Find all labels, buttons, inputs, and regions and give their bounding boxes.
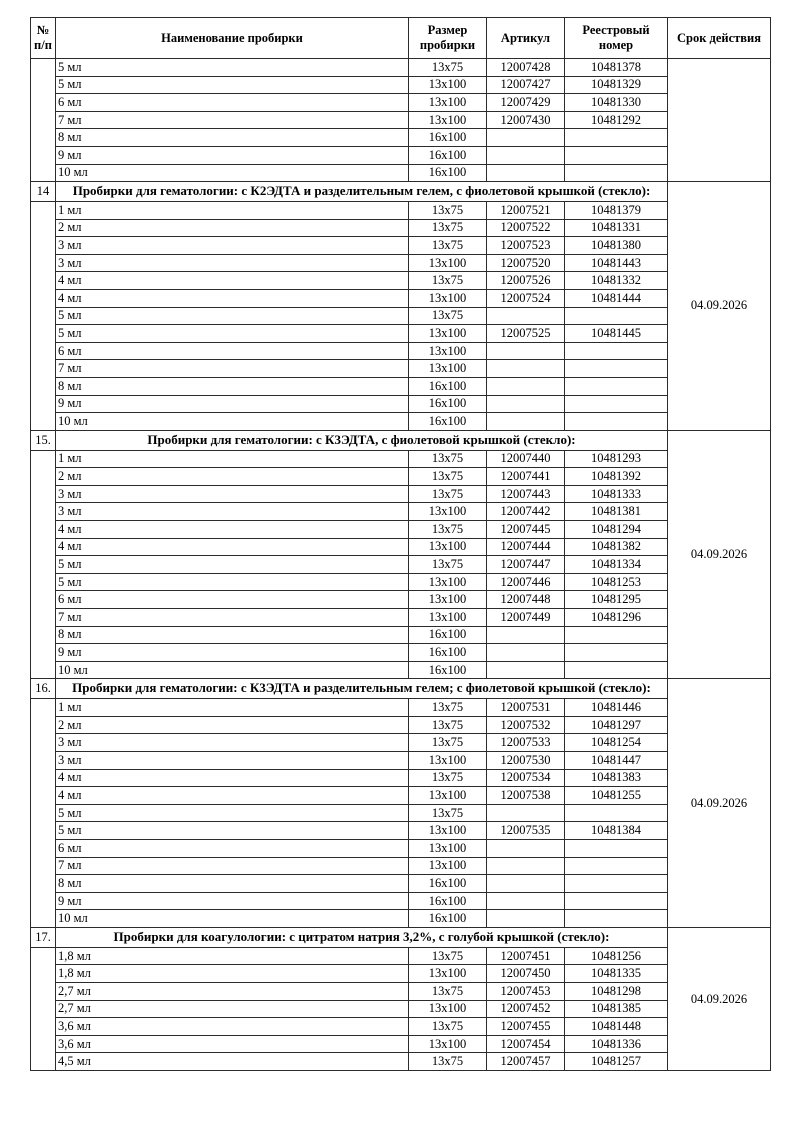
tube-volume: 2,7 мл bbox=[56, 1000, 409, 1018]
tube-size: 16x100 bbox=[409, 910, 487, 928]
tube-volume: 5 мл bbox=[56, 804, 409, 822]
section-number-span bbox=[31, 699, 56, 928]
article-number: 12007520 bbox=[487, 254, 565, 272]
tube-volume: 8 мл bbox=[56, 875, 409, 893]
table-row bbox=[31, 59, 771, 77]
table-header bbox=[31, 18, 771, 59]
table-row bbox=[31, 1000, 771, 1018]
tube-volume: 4 мл bbox=[56, 769, 409, 787]
article-number bbox=[487, 661, 565, 679]
article-number bbox=[487, 360, 565, 378]
table-row bbox=[31, 325, 771, 343]
article-number: 12007535 bbox=[487, 822, 565, 840]
tube-volume: 7 мл bbox=[56, 111, 409, 129]
tube-volume: 3 мл bbox=[56, 503, 409, 521]
tube-volume: 6 мл bbox=[56, 342, 409, 360]
section-number-span bbox=[31, 947, 56, 1070]
table-row bbox=[31, 202, 771, 220]
tube-volume: 3 мл bbox=[56, 485, 409, 503]
section-number-span bbox=[31, 450, 56, 679]
registry-number: 10481295 bbox=[565, 591, 668, 609]
table-row bbox=[31, 716, 771, 734]
table-row bbox=[31, 661, 771, 679]
tube-size: 13x100 bbox=[409, 609, 487, 627]
tube-volume: 5 мл bbox=[56, 307, 409, 325]
article-number: 12007531 bbox=[487, 699, 565, 717]
article-number: 12007457 bbox=[487, 1053, 565, 1071]
tube-size: 13x100 bbox=[409, 840, 487, 858]
table-row bbox=[31, 983, 771, 1001]
table-row bbox=[31, 219, 771, 237]
tube-size: 13x100 bbox=[409, 965, 487, 983]
tube-size: 16x100 bbox=[409, 644, 487, 662]
registry-number: 10481380 bbox=[565, 237, 668, 255]
table-row bbox=[31, 1053, 771, 1071]
tube-size: 13x100 bbox=[409, 857, 487, 875]
table-row bbox=[31, 804, 771, 822]
section-number-span bbox=[31, 59, 56, 182]
registry-number: 10481292 bbox=[565, 111, 668, 129]
article-number: 12007447 bbox=[487, 556, 565, 574]
article-number: 12007444 bbox=[487, 538, 565, 556]
tube-size: 16x100 bbox=[409, 661, 487, 679]
tube-volume: 5 мл bbox=[56, 556, 409, 574]
table-row bbox=[31, 111, 771, 129]
registry-number: 10481296 bbox=[565, 609, 668, 627]
tube-volume: 4 мл bbox=[56, 521, 409, 539]
tube-size: 13x100 bbox=[409, 94, 487, 112]
registry-number: 10481334 bbox=[565, 556, 668, 574]
tube-volume: 1 мл bbox=[56, 699, 409, 717]
table-row bbox=[31, 342, 771, 360]
article-number bbox=[487, 875, 565, 893]
registry-number bbox=[565, 840, 668, 858]
registry-number: 10481298 bbox=[565, 983, 668, 1001]
tube-volume: 4,5 мл bbox=[56, 1053, 409, 1071]
tube-volume: 5 мл bbox=[56, 59, 409, 77]
tube-volume: 2,7 мл bbox=[56, 983, 409, 1001]
tube-volume: 8 мл bbox=[56, 377, 409, 395]
table-row bbox=[31, 947, 771, 965]
article-number bbox=[487, 910, 565, 928]
registry-number bbox=[565, 875, 668, 893]
tube-volume: 1 мл bbox=[56, 202, 409, 220]
table-row bbox=[31, 377, 771, 395]
tube-size: 13x75 bbox=[409, 59, 487, 77]
registry-number bbox=[565, 644, 668, 662]
tube-volume: 10 мл bbox=[56, 661, 409, 679]
tube-size: 13x100 bbox=[409, 325, 487, 343]
column-header-num: № п/п bbox=[31, 18, 56, 59]
column-header-name: Наименование пробирки bbox=[56, 18, 409, 59]
column-header-size: Размер пробирки bbox=[409, 18, 487, 59]
table-row bbox=[31, 164, 771, 182]
tube-volume: 5 мл bbox=[56, 76, 409, 94]
tube-size: 13x100 bbox=[409, 503, 487, 521]
tube-size: 13x100 bbox=[409, 822, 487, 840]
tube-size: 13x75 bbox=[409, 468, 487, 486]
tube-volume: 10 мл bbox=[56, 413, 409, 431]
section-number: 16. bbox=[31, 679, 56, 699]
article-number: 12007450 bbox=[487, 965, 565, 983]
registry-number: 10481253 bbox=[565, 573, 668, 591]
table-row bbox=[31, 468, 771, 486]
registry-number bbox=[565, 342, 668, 360]
tube-volume: 5 мл bbox=[56, 325, 409, 343]
tube-size: 13x75 bbox=[409, 734, 487, 752]
registry-number: 10481257 bbox=[565, 1053, 668, 1071]
section-title: Пробирки для гематологии: с К2ЭДТА и разделительным гелем, с фиолетовой крышкой (стекло): bbox=[56, 182, 668, 202]
table-row bbox=[31, 290, 771, 308]
table-row bbox=[31, 609, 771, 627]
article-number bbox=[487, 164, 565, 182]
registry-number bbox=[565, 395, 668, 413]
tube-volume: 5 мл bbox=[56, 822, 409, 840]
table-row bbox=[31, 254, 771, 272]
tube-size: 13x75 bbox=[409, 1018, 487, 1036]
article-number bbox=[487, 644, 565, 662]
article-number: 12007427 bbox=[487, 76, 565, 94]
registry-number: 10481331 bbox=[565, 219, 668, 237]
tube-volume: 4 мл bbox=[56, 538, 409, 556]
column-header-validity: Срок действия bbox=[668, 18, 771, 59]
table-row bbox=[31, 272, 771, 290]
tube-size: 13x100 bbox=[409, 1000, 487, 1018]
article-number bbox=[487, 413, 565, 431]
table-row bbox=[31, 307, 771, 325]
header-row bbox=[31, 18, 771, 59]
tube-volume: 3 мл bbox=[56, 237, 409, 255]
table-row bbox=[31, 573, 771, 591]
article-number bbox=[487, 146, 565, 164]
registry-number: 10481335 bbox=[565, 965, 668, 983]
article-number bbox=[487, 857, 565, 875]
tube-size: 13x100 bbox=[409, 538, 487, 556]
tube-size: 13x75 bbox=[409, 716, 487, 734]
article-number: 12007430 bbox=[487, 111, 565, 129]
tube-size: 16x100 bbox=[409, 626, 487, 644]
registry-number: 10481381 bbox=[565, 503, 668, 521]
tube-size: 13x100 bbox=[409, 111, 487, 129]
registry-number bbox=[565, 804, 668, 822]
tube-volume: 5 мл bbox=[56, 573, 409, 591]
tube-volume: 4 мл bbox=[56, 787, 409, 805]
tube-size: 13x100 bbox=[409, 76, 487, 94]
article-number bbox=[487, 307, 565, 325]
table-row bbox=[31, 360, 771, 378]
table-row bbox=[31, 892, 771, 910]
tube-volume: 6 мл bbox=[56, 591, 409, 609]
tube-size: 16x100 bbox=[409, 129, 487, 147]
registry-number: 10481384 bbox=[565, 822, 668, 840]
table-row bbox=[31, 965, 771, 983]
table-row bbox=[31, 450, 771, 468]
article-number: 12007522 bbox=[487, 219, 565, 237]
registry-number bbox=[565, 360, 668, 378]
article-number: 12007452 bbox=[487, 1000, 565, 1018]
tube-volume: 7 мл bbox=[56, 609, 409, 627]
article-number bbox=[487, 840, 565, 858]
tube-size: 13x100 bbox=[409, 573, 487, 591]
article-number bbox=[487, 342, 565, 360]
table-row bbox=[31, 910, 771, 928]
tube-volume: 2 мл bbox=[56, 219, 409, 237]
article-number: 12007429 bbox=[487, 94, 565, 112]
registry-number: 10481447 bbox=[565, 752, 668, 770]
article-number: 12007445 bbox=[487, 521, 565, 539]
tube-volume: 4 мл bbox=[56, 290, 409, 308]
registry-number: 10481392 bbox=[565, 468, 668, 486]
tube-volume: 10 мл bbox=[56, 164, 409, 182]
tube-size: 13x100 bbox=[409, 591, 487, 609]
table-row bbox=[31, 237, 771, 255]
registry-number: 10481297 bbox=[565, 716, 668, 734]
registry-number: 10481378 bbox=[565, 59, 668, 77]
tube-volume: 2 мл bbox=[56, 468, 409, 486]
article-number: 12007521 bbox=[487, 202, 565, 220]
article-number: 12007530 bbox=[487, 752, 565, 770]
table-row bbox=[31, 875, 771, 893]
tube-volume: 4 мл bbox=[56, 272, 409, 290]
tube-size: 16x100 bbox=[409, 395, 487, 413]
validity-date: 04.09.2026 bbox=[668, 927, 771, 1070]
table-row bbox=[31, 413, 771, 431]
registry-number: 10481383 bbox=[565, 769, 668, 787]
registry-number bbox=[565, 626, 668, 644]
tube-volume: 7 мл bbox=[56, 857, 409, 875]
tube-size: 16x100 bbox=[409, 377, 487, 395]
tube-volume: 9 мл bbox=[56, 644, 409, 662]
article-number: 12007526 bbox=[487, 272, 565, 290]
tube-size: 16x100 bbox=[409, 875, 487, 893]
tube-size: 13x100 bbox=[409, 254, 487, 272]
tube-size: 16x100 bbox=[409, 892, 487, 910]
section-header-row bbox=[31, 182, 771, 202]
article-number: 12007428 bbox=[487, 59, 565, 77]
registry-number: 10481330 bbox=[565, 94, 668, 112]
tube-size: 13x75 bbox=[409, 983, 487, 1001]
article-number: 12007523 bbox=[487, 237, 565, 255]
table-row bbox=[31, 94, 771, 112]
tube-size: 13x75 bbox=[409, 804, 487, 822]
validity-date: 04.09.2026 bbox=[668, 430, 771, 679]
article-number: 12007443 bbox=[487, 485, 565, 503]
article-number: 12007454 bbox=[487, 1035, 565, 1053]
article-number: 12007533 bbox=[487, 734, 565, 752]
table-row bbox=[31, 840, 771, 858]
validity-date bbox=[668, 59, 771, 182]
registry-number: 10481332 bbox=[565, 272, 668, 290]
tube-size: 13x75 bbox=[409, 769, 487, 787]
registry-number: 10481329 bbox=[565, 76, 668, 94]
tube-volume: 3 мл bbox=[56, 752, 409, 770]
registry-number: 10481385 bbox=[565, 1000, 668, 1018]
article-number: 12007538 bbox=[487, 787, 565, 805]
registry-number: 10481254 bbox=[565, 734, 668, 752]
tube-volume: 1,8 мл bbox=[56, 947, 409, 965]
tube-size: 13x75 bbox=[409, 237, 487, 255]
tube-volume: 1 мл bbox=[56, 450, 409, 468]
article-number bbox=[487, 129, 565, 147]
tube-size: 13x100 bbox=[409, 752, 487, 770]
tube-volume: 8 мл bbox=[56, 129, 409, 147]
table-row bbox=[31, 556, 771, 574]
section-header-row bbox=[31, 679, 771, 699]
tube-size: 16x100 bbox=[409, 164, 487, 182]
article-number: 12007446 bbox=[487, 573, 565, 591]
registry-number: 10481255 bbox=[565, 787, 668, 805]
column-header-article: Артикул bbox=[487, 18, 565, 59]
table-row bbox=[31, 857, 771, 875]
section-header-row bbox=[31, 430, 771, 450]
tube-volume: 3,6 мл bbox=[56, 1035, 409, 1053]
section-title: Пробирки для коагулологии: с цитратом натрия 3,2%, с голубой крышкой (стекло): bbox=[56, 927, 668, 947]
table-row bbox=[31, 485, 771, 503]
section-number: 15. bbox=[31, 430, 56, 450]
article-number: 12007524 bbox=[487, 290, 565, 308]
article-number: 12007532 bbox=[487, 716, 565, 734]
registry-number: 10481333 bbox=[565, 485, 668, 503]
table-row bbox=[31, 1035, 771, 1053]
tube-volume: 3 мл bbox=[56, 734, 409, 752]
article-number: 12007451 bbox=[487, 947, 565, 965]
registry-number bbox=[565, 129, 668, 147]
tube-volume: 9 мл bbox=[56, 395, 409, 413]
tube-size: 13x75 bbox=[409, 1053, 487, 1071]
section-number: 17. bbox=[31, 927, 56, 947]
table-row bbox=[31, 503, 771, 521]
tube-volume: 8 мл bbox=[56, 626, 409, 644]
tube-volume: 2 мл bbox=[56, 716, 409, 734]
tube-volume: 1,8 мл bbox=[56, 965, 409, 983]
tube-size: 13x75 bbox=[409, 947, 487, 965]
section-title: Пробирки для гематологии: с К3ЭДТА и разделительным гелем; с фиолетовой крышкой (стекло): bbox=[56, 679, 668, 699]
table-row bbox=[31, 395, 771, 413]
article-number bbox=[487, 395, 565, 413]
article-number: 12007453 bbox=[487, 983, 565, 1001]
tube-volume: 3,6 мл bbox=[56, 1018, 409, 1036]
table-row bbox=[31, 591, 771, 609]
validity-date: 04.09.2026 bbox=[668, 679, 771, 928]
tube-volume: 3 мл bbox=[56, 254, 409, 272]
tube-volume: 6 мл bbox=[56, 94, 409, 112]
article-number bbox=[487, 804, 565, 822]
table-row bbox=[31, 787, 771, 805]
registry-number: 10481446 bbox=[565, 699, 668, 717]
tube-size: 13x100 bbox=[409, 290, 487, 308]
registry-number: 10481294 bbox=[565, 521, 668, 539]
registry-number bbox=[565, 892, 668, 910]
tube-size: 16x100 bbox=[409, 413, 487, 431]
table-row bbox=[31, 699, 771, 717]
tube-volume: 9 мл bbox=[56, 146, 409, 164]
tube-volume: 10 мл bbox=[56, 910, 409, 928]
article-number: 12007455 bbox=[487, 1018, 565, 1036]
table-row bbox=[31, 769, 771, 787]
registry-number: 10481256 bbox=[565, 947, 668, 965]
validity-date: 04.09.2026 bbox=[668, 182, 771, 431]
tube-size: 16x100 bbox=[409, 146, 487, 164]
registry-number bbox=[565, 661, 668, 679]
tube-size: 13x100 bbox=[409, 360, 487, 378]
column-header-registry: Реестровый номер bbox=[565, 18, 668, 59]
article-number: 12007440 bbox=[487, 450, 565, 468]
registry-number: 10481293 bbox=[565, 450, 668, 468]
article-number: 12007449 bbox=[487, 609, 565, 627]
tube-size: 13x75 bbox=[409, 699, 487, 717]
registry-number bbox=[565, 377, 668, 395]
article-number bbox=[487, 892, 565, 910]
article-number: 12007442 bbox=[487, 503, 565, 521]
section-number-span bbox=[31, 202, 56, 431]
table-row bbox=[31, 644, 771, 662]
table-row bbox=[31, 1018, 771, 1036]
registry-number: 10481443 bbox=[565, 254, 668, 272]
tube-size: 13x75 bbox=[409, 219, 487, 237]
tube-size: 13x75 bbox=[409, 307, 487, 325]
section-title: Пробирки для гематологии: с К3ЭДТА, с фиолетовой крышкой (стекло): bbox=[56, 430, 668, 450]
table-row bbox=[31, 752, 771, 770]
table-row bbox=[31, 146, 771, 164]
tube-volume: 7 мл bbox=[56, 360, 409, 378]
tube-size: 13x75 bbox=[409, 521, 487, 539]
table-row bbox=[31, 626, 771, 644]
tube-registry-table bbox=[30, 17, 771, 1071]
registry-number: 10481379 bbox=[565, 202, 668, 220]
tube-size: 13x75 bbox=[409, 272, 487, 290]
table-row bbox=[31, 76, 771, 94]
tube-size: 13x75 bbox=[409, 450, 487, 468]
registry-number bbox=[565, 307, 668, 325]
table-row bbox=[31, 822, 771, 840]
registry-number bbox=[565, 164, 668, 182]
registry-number: 10481444 bbox=[565, 290, 668, 308]
article-number: 12007448 bbox=[487, 591, 565, 609]
table-row bbox=[31, 538, 771, 556]
registry-number bbox=[565, 910, 668, 928]
registry-number: 10481448 bbox=[565, 1018, 668, 1036]
section-number: 14 bbox=[31, 182, 56, 202]
tube-volume: 6 мл bbox=[56, 840, 409, 858]
article-number: 12007534 bbox=[487, 769, 565, 787]
article-number: 12007441 bbox=[487, 468, 565, 486]
tube-size: 13x75 bbox=[409, 202, 487, 220]
table-row bbox=[31, 734, 771, 752]
registry-number bbox=[565, 146, 668, 164]
tube-volume: 9 мл bbox=[56, 892, 409, 910]
registry-number: 10481445 bbox=[565, 325, 668, 343]
tube-size: 13x100 bbox=[409, 1035, 487, 1053]
registry-number: 10481336 bbox=[565, 1035, 668, 1053]
table-row bbox=[31, 521, 771, 539]
table-body bbox=[31, 59, 771, 1071]
table-row bbox=[31, 129, 771, 147]
registry-number bbox=[565, 857, 668, 875]
tube-size: 13x75 bbox=[409, 485, 487, 503]
registry-number: 10481382 bbox=[565, 538, 668, 556]
tube-size: 13x100 bbox=[409, 342, 487, 360]
tube-size: 13x100 bbox=[409, 787, 487, 805]
registry-number bbox=[565, 413, 668, 431]
article-number bbox=[487, 377, 565, 395]
section-header-row bbox=[31, 927, 771, 947]
article-number bbox=[487, 626, 565, 644]
tube-size: 13x75 bbox=[409, 556, 487, 574]
article-number: 12007525 bbox=[487, 325, 565, 343]
